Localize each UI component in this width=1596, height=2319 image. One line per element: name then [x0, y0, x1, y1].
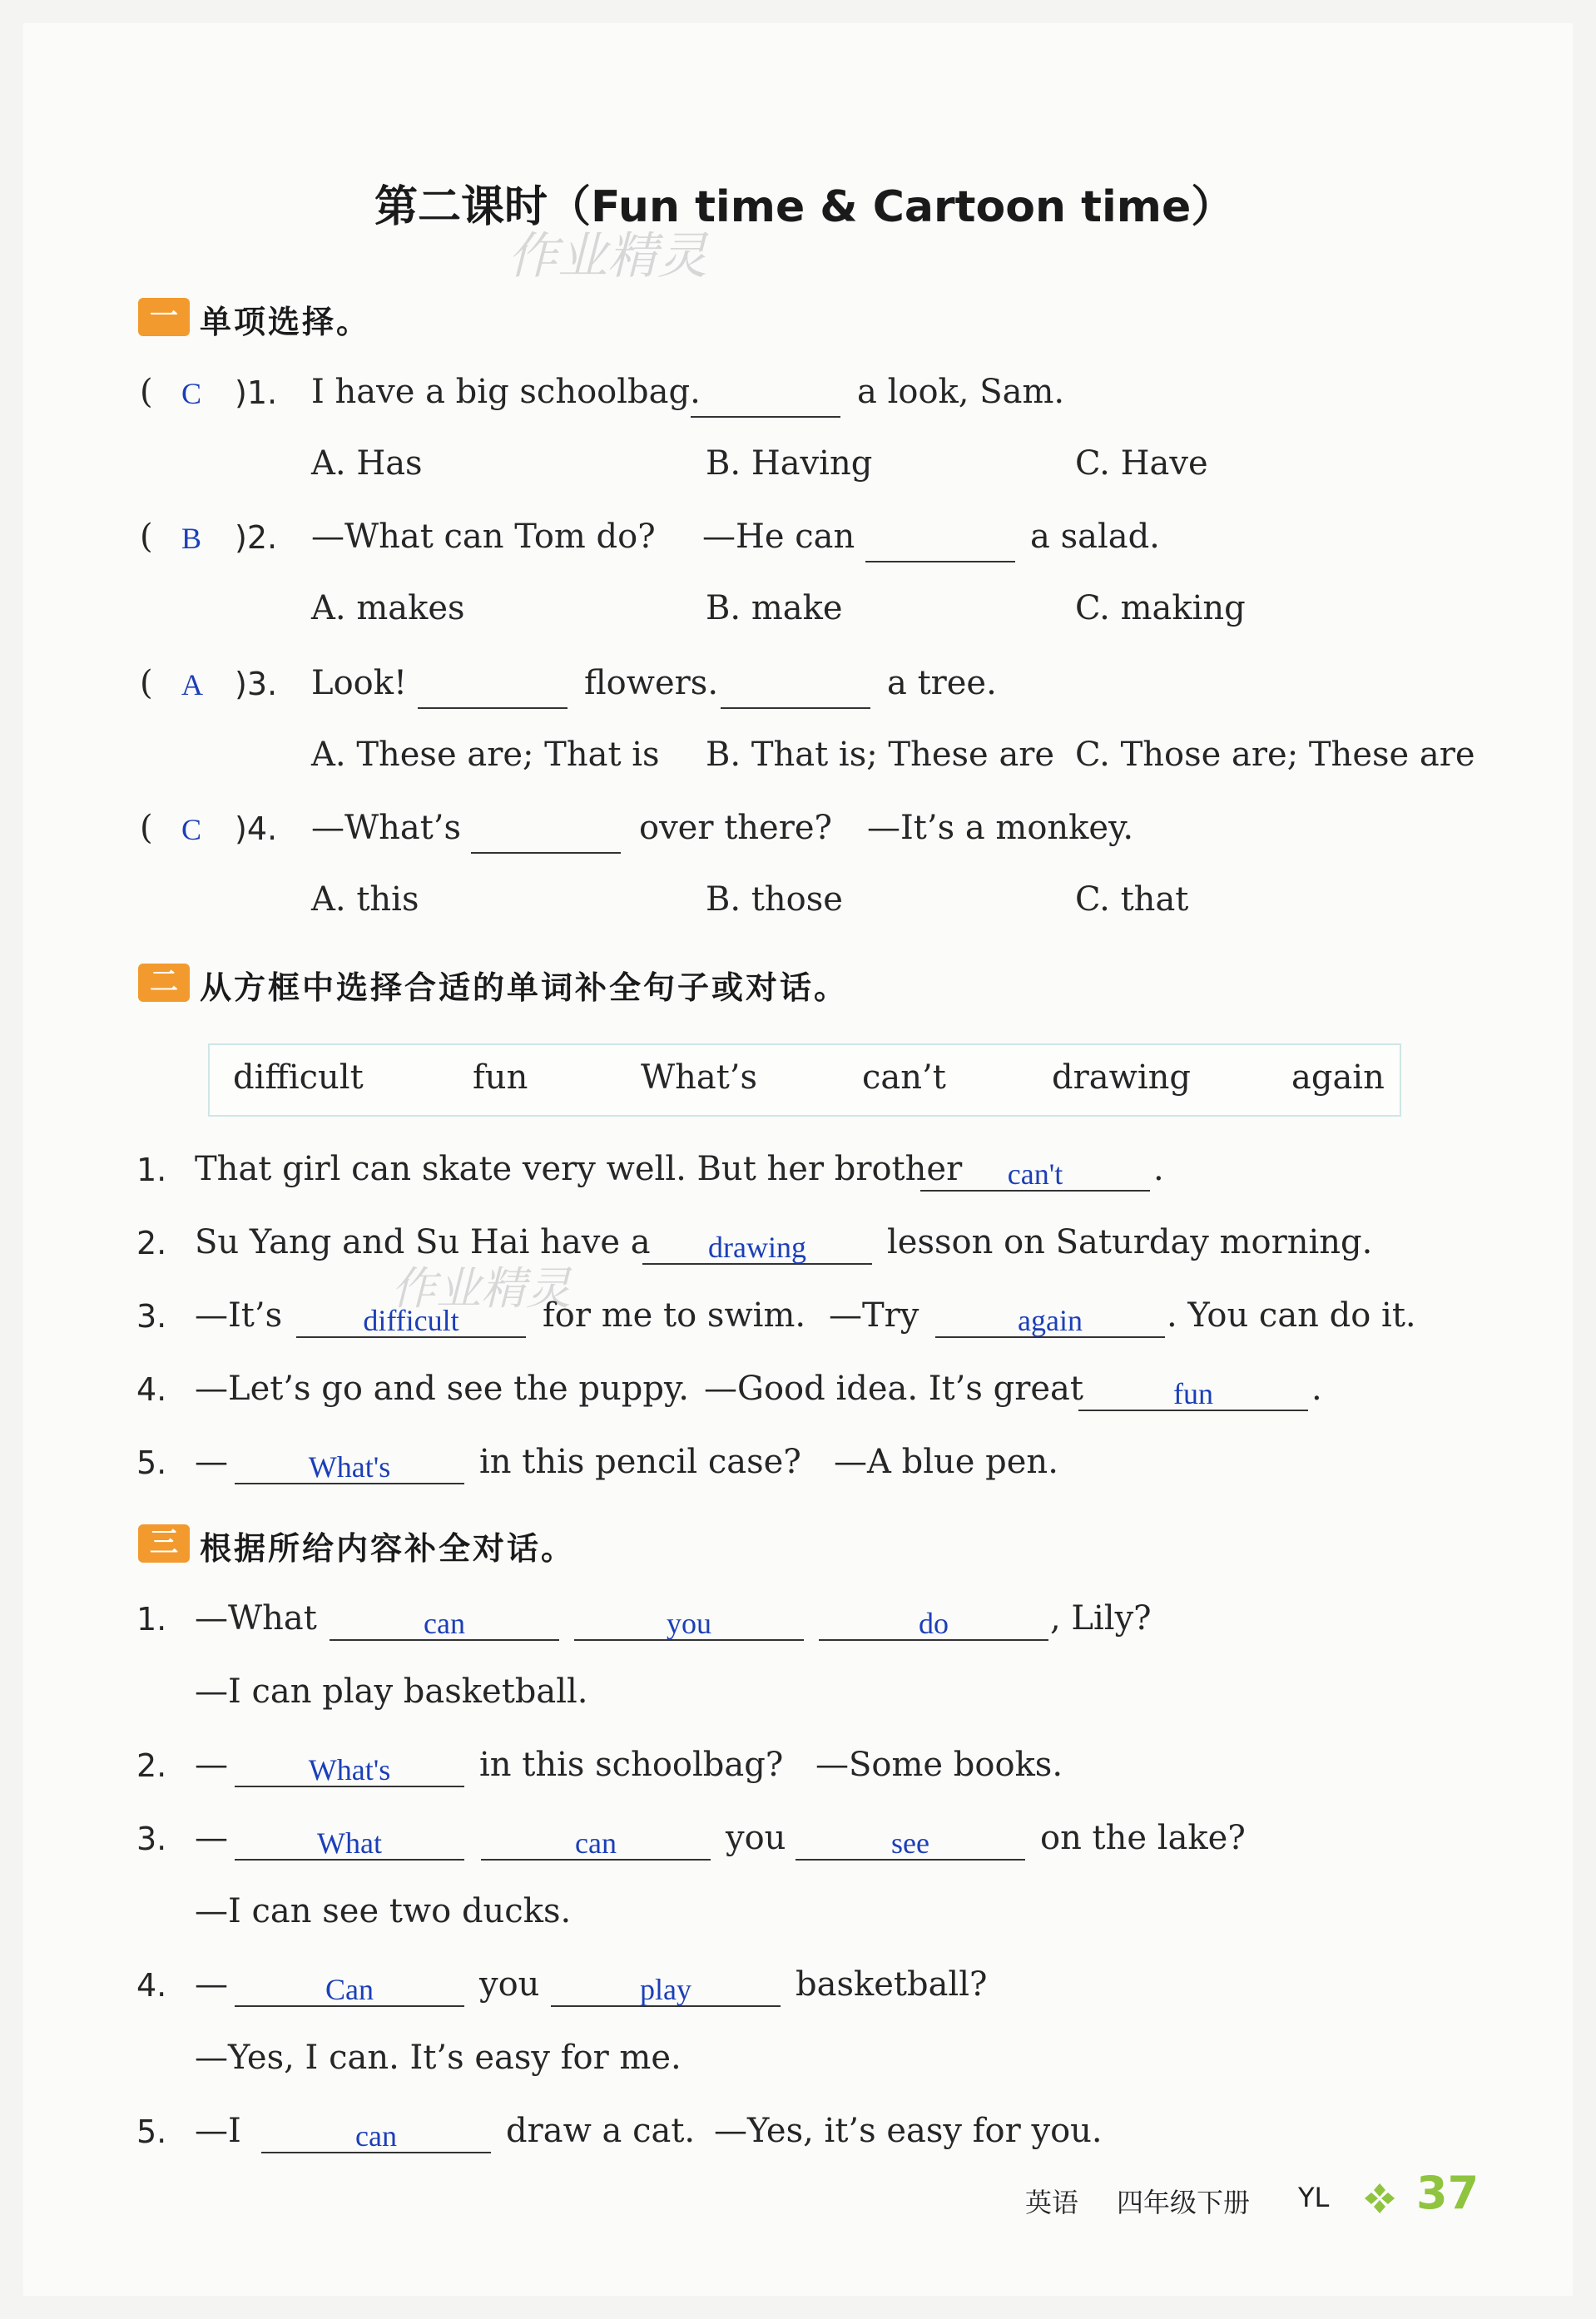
q2-option-a: A. makes: [311, 589, 465, 627]
s3-item-3-end: on the lake?: [1040, 1819, 1246, 1857]
s3-item-5-reply: —Yes, it’s easy for you.: [714, 2112, 1103, 2150]
s2-item-5-text: in this pencil case?: [479, 1443, 801, 1481]
paren-open: (: [140, 373, 153, 411]
s3-item-1-reply: —I can play basketball.: [195, 1672, 588, 1711]
s3-item-2-dash: —: [195, 1746, 228, 1784]
q2-option-c: C. making: [1075, 589, 1246, 627]
paren-open: (: [140, 518, 153, 556]
s2-item-3-mid: for me to swim.: [543, 1296, 806, 1335]
q3-number: )3.: [235, 666, 278, 702]
section-2-badge: 二: [138, 964, 190, 1002]
paren-open: (: [140, 664, 153, 702]
s3-item-1-blank-3: do: [819, 1609, 1048, 1641]
q2-number: )2.: [235, 519, 278, 556]
q2-stem-end: a salad.: [1030, 518, 1160, 556]
s3-item-2-reply: —Some books.: [815, 1746, 1063, 1784]
s2-item-2-text: Su Yang and Su Hai have a: [195, 1223, 651, 1261]
s2-item-1-number: 1.: [136, 1152, 167, 1188]
q4-option-a: A. this: [311, 880, 419, 919]
section-1-title: 单项选择。: [200, 304, 371, 340]
s2-item-2-blank: drawing: [642, 1233, 872, 1265]
q4-answer: C: [181, 813, 202, 846]
q4-stem-end: —It’s a monkey.: [867, 809, 1134, 847]
word-box-item: again: [1291, 1058, 1385, 1097]
s3-item-4-blank-2: play: [551, 1975, 781, 2007]
word-box-item: What’s: [641, 1058, 758, 1097]
s2-item-3-end: . You can do it.: [1167, 1296, 1416, 1335]
q2-option-b: B. make: [706, 589, 843, 627]
s3-item-3-blank-2: can: [481, 1829, 711, 1861]
s3-item-3-dash: —: [195, 1819, 228, 1857]
s3-item-1-end: , Lily?: [1050, 1599, 1152, 1638]
s3-item-4-mid: you: [479, 1965, 540, 2004]
s3-item-4-reply: —Yes, I can. It’s easy for me.: [195, 2039, 682, 2077]
word-box-item: fun: [473, 1058, 528, 1097]
s3-item-1-number: 1.: [136, 1601, 167, 1638]
q4-option-b: B. those: [706, 880, 843, 919]
q3-option-a: A. These are; That is: [311, 736, 660, 774]
q3-stem-mid: flowers.: [584, 664, 719, 702]
q2-stem: —What can Tom do?: [311, 518, 656, 556]
s2-item-3-number: 3.: [136, 1298, 167, 1335]
word-box-item: drawing: [1052, 1058, 1191, 1097]
s3-item-4-dash: —: [195, 1965, 228, 2004]
s2-item-5-number: 5.: [136, 1444, 167, 1481]
q3-blank-1: [418, 677, 568, 709]
q1-blank: [691, 386, 840, 418]
q1-option-c: C. Have: [1075, 444, 1208, 483]
s3-item-4-number: 4.: [136, 1967, 167, 2004]
s3-item-2-blank: What's: [235, 1756, 464, 1787]
s2-item-1-end: .: [1153, 1150, 1164, 1188]
q4-option-c: C. that: [1075, 880, 1189, 919]
s3-item-2-number: 2.: [136, 1747, 167, 1784]
q1-answer: C: [181, 377, 202, 410]
s3-item-5-blank: can: [261, 2122, 491, 2153]
q2-answer: B: [181, 522, 202, 555]
q1-stem: I have a big schoolbag.: [311, 373, 701, 411]
watermark: 作业精灵: [391, 1262, 571, 1315]
s2-item-1-blank: can't: [920, 1160, 1150, 1192]
s2-item-4-text: —Let’s go and see the puppy.: [195, 1370, 689, 1408]
s2-item-3-reply: —Try: [829, 1296, 919, 1335]
s3-item-2-text: in this schoolbag?: [479, 1746, 784, 1784]
watermark: 作业精灵: [508, 227, 707, 285]
section-3-badge: 三: [138, 1524, 190, 1563]
word-box: [208, 1043, 1401, 1117]
s2-item-5-dash: —: [195, 1443, 228, 1481]
s2-item-5-reply: —A blue pen.: [834, 1443, 1058, 1481]
paren-open: (: [140, 809, 153, 847]
s2-item-4-end: .: [1311, 1370, 1322, 1408]
q4-number: )4.: [235, 810, 278, 847]
s2-item-3-blank-2: again: [935, 1306, 1165, 1338]
s2-item-4-reply: —Good idea. It’s great: [704, 1370, 1083, 1408]
q1-option-a: A. Has: [311, 444, 423, 483]
footer-subject: 英语: [1025, 2187, 1079, 2218]
page-title: 第二课时（Fun time & Cartoon time）: [374, 182, 1235, 232]
footer-grade: 四年级下册: [1117, 2187, 1251, 2218]
s2-item-4-blank: fun: [1078, 1380, 1308, 1411]
s3-item-1-blank-1: can: [330, 1609, 559, 1641]
s3-item-5-number: 5.: [136, 2113, 167, 2150]
s3-item-3-blank-1: What: [235, 1829, 464, 1861]
s2-item-5-blank: What's: [235, 1453, 464, 1484]
q1-stem-end: a look, Sam.: [857, 373, 1065, 411]
word-box-item: difficult: [233, 1058, 364, 1097]
s2-item-1-text: That girl can skate very well. But her brother: [195, 1150, 963, 1188]
q3-option-b: B. That is; These are: [706, 736, 1055, 774]
section-1-badge: 一: [138, 298, 190, 336]
s3-item-1-text: —What: [195, 1599, 317, 1638]
q3-stem-end: a tree.: [887, 664, 997, 702]
s3-item-1-blank-2: you: [574, 1609, 804, 1641]
q2-stem-mid: —He can: [702, 518, 855, 556]
s3-item-5-text: draw a cat.: [506, 2112, 696, 2150]
s2-item-2-number: 2.: [136, 1225, 167, 1261]
s3-item-3-mid: you: [726, 1819, 786, 1857]
q3-answer: A: [181, 668, 203, 701]
q3-stem: Look!: [311, 664, 408, 702]
s3-item-3-blank-3: see: [796, 1829, 1025, 1861]
s3-item-4-end: basketball?: [796, 1965, 988, 2004]
s2-item-4-number: 4.: [136, 1371, 167, 1408]
s3-item-3-reply: —I can see two ducks.: [195, 1892, 572, 1930]
s3-item-4-blank-1: Can: [235, 1975, 464, 2007]
s2-item-3-blank-1: difficult: [296, 1306, 526, 1338]
four-diamond-icon: [1363, 2182, 1396, 2215]
footer-edition: YL: [1298, 2182, 1330, 2213]
q4-blank: [471, 822, 621, 854]
q1-number: )1.: [235, 374, 278, 411]
s3-item-5-dash: —I: [195, 2112, 241, 2150]
q2-blank: [865, 531, 1015, 562]
section-3-title: 根据所给内容补全对话。: [200, 1530, 576, 1567]
word-box-item: can’t: [862, 1058, 946, 1097]
section-2-title: 从方框中选择合适的单词补全句子或对话。: [200, 969, 849, 1006]
q4-stem: —What’s: [311, 809, 462, 847]
page-number: 37: [1416, 2167, 1480, 2219]
q1-option-b: B. Having: [706, 444, 873, 483]
s2-item-3-text: —It’s: [195, 1296, 283, 1335]
q3-option-c: C. Those are; These are: [1075, 736, 1475, 774]
s3-item-3-number: 3.: [136, 1821, 167, 1857]
q4-stem-mid: over there?: [639, 809, 832, 847]
s2-item-2-end: lesson on Saturday morning.: [887, 1223, 1373, 1261]
q3-blank-2: [721, 677, 870, 709]
